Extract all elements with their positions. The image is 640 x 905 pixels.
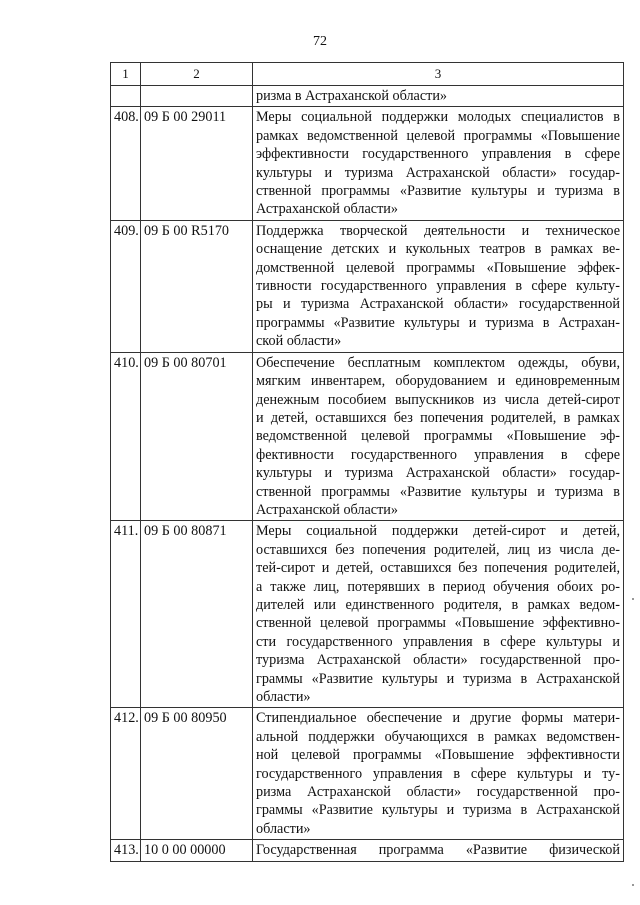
table-row: [111, 107, 624, 220]
description-line: ризма Астраханской области» государственной про-: [256, 784, 620, 801]
classification-code: 09 Б 00 80701: [141, 352, 253, 521]
description-line: денежным пособием выпускников из числа детей-сирот: [256, 391, 620, 408]
row-number: 413.: [111, 840, 141, 861]
classification-code: 10 0 00 00000: [141, 840, 253, 861]
expense-description: [253, 352, 624, 521]
description-line: а также лиц, потерявших в период обучения обоих ро-: [256, 578, 620, 595]
description-line: ственной программы «Развитие культуры и туризма в: [256, 483, 620, 500]
classification-code: 09 Б 00 29011: [141, 107, 253, 220]
description-line: ственной программы «Развитие культуры и туризма в: [256, 183, 620, 200]
margin-mark: [632, 598, 634, 600]
description-line: области»: [256, 820, 311, 837]
margin-mark: [632, 884, 634, 886]
description-line: дителей или единственного родителя, в рамках ведом-: [256, 596, 620, 613]
description-line: ной целевой программы «Повышение эффективности: [256, 747, 620, 764]
description-line: и детей, оставшихся без попечения родителей, в рамках: [256, 409, 620, 426]
expense-description: [253, 708, 624, 840]
description-line: тей-сирот и детей, оставшихся без попечения родителей,: [256, 560, 620, 577]
description-line: тивности государственного управления в сфере культу-: [256, 278, 620, 295]
description-line: домственной целевой программы «Повышение эффек-: [256, 259, 620, 276]
page-number: 72: [313, 34, 327, 49]
table-header-row: [111, 63, 624, 86]
classification-code: [141, 86, 253, 107]
description-line: альной поддержки обучающихся в рамках ведомствен-: [256, 728, 620, 745]
description-line: Меры социальной поддержки детей-сирот и детей,: [256, 523, 620, 540]
expense-description: [253, 86, 624, 107]
description-line: Стипендиальное обеспечение и другие формы матери-: [256, 710, 620, 727]
table-row: [111, 220, 624, 352]
table-row: [111, 708, 624, 840]
description-line: культуры и туризма Астраханской области» государ-: [256, 164, 620, 181]
description-line: сти государственного управления в сфере культуры и: [256, 633, 620, 650]
table-row: [111, 86, 624, 107]
row-number: 408.: [111, 107, 141, 220]
column-header-2: 2: [141, 63, 253, 86]
description-line: области»: [256, 689, 311, 705]
description-line: туризма Астраханской области» государственной про-: [256, 652, 620, 669]
row-number: 409.: [111, 220, 141, 352]
expense-description: [253, 220, 624, 352]
description-line: фективности государственного управления в сфере: [256, 446, 620, 463]
table-row: [111, 521, 624, 708]
description-line: оставшихся без попечения родителей, лиц из числа де-: [256, 541, 620, 558]
description-line: Поддержка творческой деятельности и техническое: [256, 222, 620, 239]
row-number: 411.: [111, 521, 141, 708]
row-number: 410.: [111, 352, 141, 521]
description-line: ведомственной целевой программы «Повышение эф-: [256, 428, 620, 445]
description-line: Астраханской области»: [256, 501, 398, 518]
table-body: [111, 86, 624, 862]
description-line: рамках ведомственной целевой программы «Повышение: [256, 127, 620, 144]
expense-description: [253, 521, 624, 708]
description-line: Государственная программа «Развитие физической: [256, 842, 620, 859]
description-line: граммы «Развитие культуры и туризма в Астраханской: [256, 802, 620, 819]
table-row: [111, 840, 624, 861]
description-line: ры и туризма Астраханской области» государственной: [256, 296, 620, 313]
expense-description: [253, 107, 624, 220]
description-line: культуры и туризма Астраханской области» государ-: [256, 465, 620, 482]
description-line: программы «Развитие культуры и туризма в Астрахан-: [256, 314, 620, 331]
description-line: оснащение детских и кукольных театров в рамках ве-: [256, 241, 620, 258]
column-header-1: 1: [111, 63, 141, 86]
column-header-3: 3: [253, 63, 624, 86]
row-number: [111, 86, 141, 107]
description-line: мягким инвентарем, оборудованием и единовременным: [256, 373, 620, 390]
table-row: [111, 352, 624, 521]
classification-code: 09 Б 00 80871: [141, 521, 253, 708]
budget-classification-table: [110, 62, 624, 862]
description-line: ризма в Астраханской области»: [256, 88, 448, 104]
classification-code: 09 Б 00 80950: [141, 708, 253, 840]
description-line: Астраханской области»: [256, 201, 398, 218]
row-number: 412.: [111, 708, 141, 840]
description-line: эффективности государственного управления в сфере: [256, 146, 620, 163]
description-line: государственного управления в сфере культуры и ту-: [256, 765, 620, 782]
description-line: Меры социальной поддержки молодых специалистов в: [256, 109, 620, 126]
description-line: ственной целевой программы «Повышение эффективно-: [256, 615, 620, 632]
description-line: Обеспечение бесплатным комплектом одежды, обуви,: [256, 354, 620, 371]
expense-description: [253, 840, 624, 861]
classification-code: 09 Б 00 R5170: [141, 220, 253, 352]
description-line: граммы «Развитие культуры и туризма в Астраханской: [256, 670, 620, 687]
description-line: ской области»: [256, 333, 342, 350]
